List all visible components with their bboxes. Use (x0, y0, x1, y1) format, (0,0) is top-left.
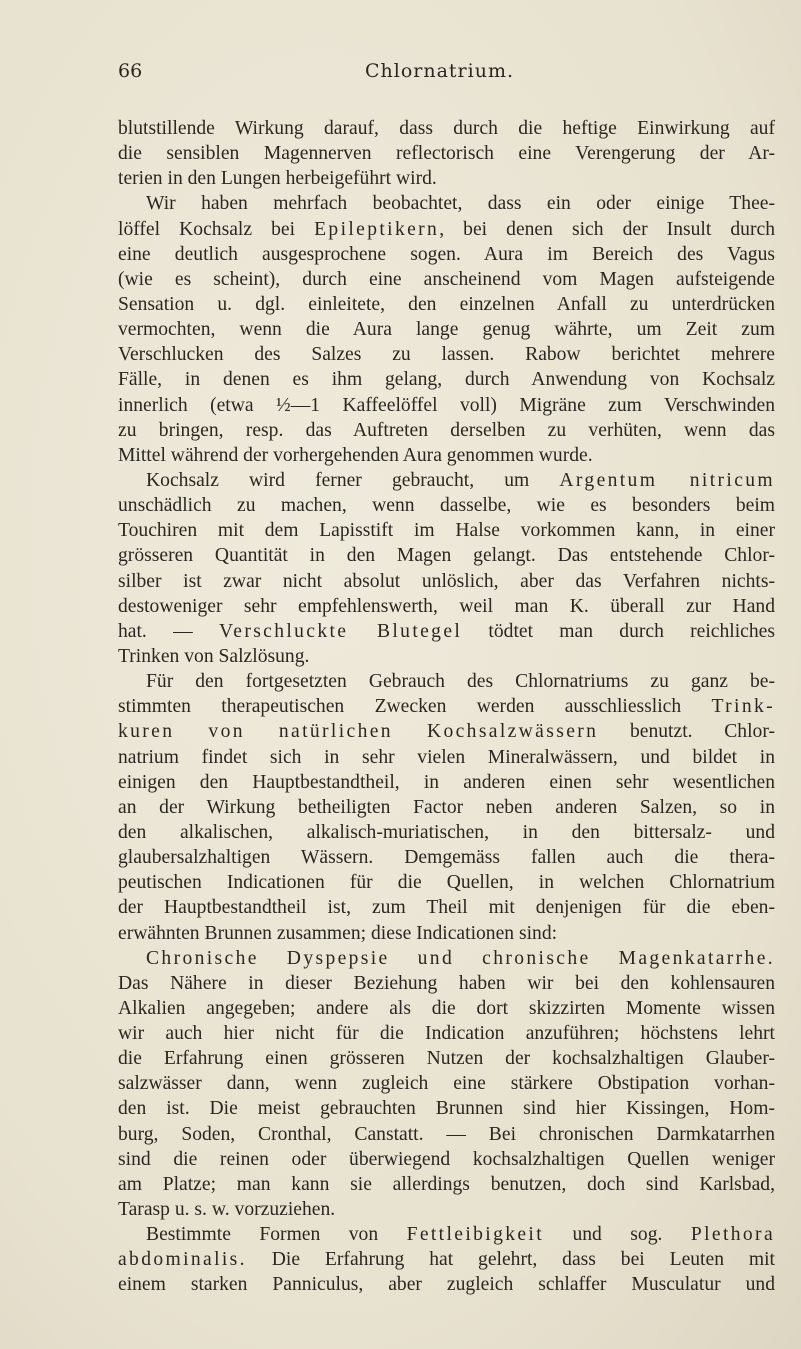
text-run: Tarasp u. s. w. vorzuziehen. (118, 1199, 336, 1221)
text-line (118, 393, 775, 418)
text-run: Alkalien angegeben; andere als die dort skizzirten Momente wissen (118, 997, 775, 1019)
text-run: wir auch hier nicht für die Indication anzuführen; höchstens lehrt (118, 1023, 775, 1045)
text-line (118, 870, 775, 895)
text-line (118, 443, 775, 468)
text-run: die sensiblen Magennerven reflectorisch eine Verengerung der Ar- (118, 143, 775, 165)
text-run: einem starken Panniculus, aber zugleich schlaffer Musculatur und (118, 1274, 775, 1296)
text-run: an der Wirkung betheiligten Factor neben anderen Salzen, so in (118, 796, 775, 818)
text-line (118, 116, 775, 141)
text-line (118, 1247, 775, 1272)
text-line (118, 619, 775, 644)
page-number: 66 (118, 60, 143, 82)
body-text (118, 116, 775, 1298)
text-run: Kochsalz wird ferner gebraucht, um (146, 469, 560, 491)
text-line (118, 166, 775, 191)
text-run: natrium findet sich in sehr vielen Mineralwässern, und bildet in (118, 746, 775, 768)
spaced-emphasis: Epileptikern (314, 218, 440, 240)
text-line (118, 518, 775, 543)
text-line (118, 996, 775, 1021)
text-run: grösseren Quantität in den Magen gelangt. Das entstehende Chlor- (118, 545, 775, 567)
text-line (118, 745, 775, 770)
text-run: silber ist zwar nicht absolut unlöslich, aber das Verfahren nichts- (118, 570, 775, 592)
text-line (118, 946, 775, 971)
spaced-emphasis: Plethora (690, 1224, 775, 1246)
text-run: hat. — (118, 620, 219, 642)
text-run: löffel Kochsalz bei (118, 218, 315, 240)
text-run: am Platze; man kann sie allerdings benutzen, doch sind Karlsbad, (118, 1173, 775, 1195)
text-line (118, 141, 775, 166)
text-line (118, 493, 775, 518)
text-line (118, 191, 775, 216)
text-run: und sog. (544, 1224, 691, 1246)
text-line (118, 669, 775, 694)
text-line (118, 795, 775, 820)
text-line (118, 468, 775, 493)
text-line (118, 292, 775, 317)
text-line (118, 543, 775, 568)
text-run: blutstillende Wirkung darauf, dass durch die heftige Einwirkung auf (118, 118, 775, 139)
text-run: innerlich (etwa ½—1 Kaffeelöffel voll) Migräne zum Verschwinden (118, 394, 775, 416)
text-run: stimmten therapeutischen Zwecken werden ausschliesslich (118, 696, 712, 718)
text-run: destoweniger sehr empfehlenswerth, weil man K. überall zur Hand (118, 595, 775, 617)
text-line (118, 694, 775, 719)
text-run: salzwässer dann, wenn zugleich eine stärkere Obstipation vorhan- (118, 1073, 775, 1095)
text-line (118, 217, 775, 242)
text-run: eine deutlich ausgesprochene sogen. Aura im Bereich des Vagus (118, 243, 775, 265)
text-line (118, 1172, 775, 1197)
text-run: Bestimmte Formen von (146, 1224, 407, 1246)
spaced-emphasis: Trink- (711, 696, 775, 718)
text-run: Sensation u. dgl. einleitete, den einzelnen Anfall zu unterdrücken (118, 293, 775, 315)
text-run: tödtet man durch reichliches (462, 620, 775, 642)
spaced-emphasis: Fettleibigkeit (406, 1224, 545, 1246)
text-line (118, 1096, 775, 1121)
text-line (118, 1197, 775, 1222)
text-line (118, 569, 775, 594)
text-line (118, 895, 775, 920)
spaced-emphasis: Argentum nitricum (559, 469, 775, 491)
text-run: der Hauptbestandtheil ist, zum Theil mit denjenigen für die eben- (118, 897, 775, 919)
text-line (118, 1222, 775, 1247)
text-run: den alkalischen, alkalisch-muriatischen, in den bittersalz- und (118, 821, 775, 843)
text-line (118, 921, 775, 946)
text-run: Für den fortgesetzten Gebrauch des Chlornatriums zu ganz be- (146, 671, 775, 693)
text-line (118, 1021, 775, 1046)
text-line (118, 1272, 775, 1297)
text-run: , bei denen sich der Insult durch (439, 218, 775, 240)
spaced-emphasis: abdominalis. (118, 1249, 247, 1271)
text-run: Das Nähere in dieser Beziehung haben wir bei den kohlensauren (118, 972, 775, 994)
running-title: Chlornatrium. (364, 60, 515, 82)
text-run: (wie es scheint), durch eine anscheinend vom Magen aufsteigende (118, 268, 775, 290)
spaced-emphasis: Verschluckte Blutegel (218, 620, 463, 642)
text-line (118, 971, 775, 996)
text-run: Trinken von Salzlösung. (118, 645, 310, 667)
text-line (118, 242, 775, 267)
text-line (118, 342, 775, 367)
text-line (118, 644, 775, 669)
text-line (118, 267, 775, 292)
text-run: glaubersalzhaltigen Wässern. Demgemäss fallen auch die thera- (118, 847, 775, 869)
text-run: Touchiren mit dem Lapisstift im Halse vorkommen kann, in einer (118, 520, 775, 542)
text-run: Die Erfahrung hat gelehrt, dass bei Leuten mit (246, 1249, 775, 1271)
text-line (118, 1071, 775, 1096)
text-line (118, 317, 775, 342)
text-run: einigen den Hauptbestandtheil, in anderen einen sehr wesentlichen (118, 771, 775, 793)
text-line (118, 845, 775, 870)
text-run: die Erfahrung einen grösseren Nutzen der kochsalzhaltigen Glauber- (118, 1048, 775, 1070)
text-line (118, 1122, 775, 1147)
text-run: zu bringen, resp. das Auftreten derselben zu verhüten, wenn das (118, 419, 775, 441)
text-run: vermochten, wenn die Aura lange genug währte, um Zeit zum (118, 319, 775, 341)
text-run: benutzt. Chlor- (598, 721, 775, 743)
text-run: den ist. Die meist gebrauchten Brunnen sind hier Kissingen, Hom- (118, 1098, 775, 1120)
text-run: sind die reinen oder überwiegend kochsalzhaltigen Quellen weniger (118, 1148, 775, 1170)
text-line (118, 594, 775, 619)
text-run: Verschlucken des Salzes zu lassen. Rabow berichtet mehrere (118, 344, 775, 366)
text-line (118, 418, 775, 443)
text-run: unschädlich zu machen, wenn dasselbe, wie es besonders beim (118, 495, 775, 517)
text-run: burg, Soden, Cronthal, Canstatt. — Bei chronischen Darmkatarrhen (118, 1123, 775, 1145)
text-run: Mittel während der vorhergehenden Aura genommen wurde. (118, 444, 593, 466)
text-run: Wir haben mehrfach beobachtet, dass ein oder einige Thee- (146, 193, 775, 215)
text-line (118, 1147, 775, 1172)
text-line (118, 1046, 775, 1071)
text-run: peutischen Indicationen für die Quellen, in welchen Chlornatrium (118, 872, 775, 894)
spaced-emphasis: Chronische Dyspepsie und chronische Magenkatarrhe. (146, 947, 775, 969)
text-line (118, 367, 775, 392)
page-header (118, 60, 761, 90)
text-run: terien in den Lungen herbeigeführt wird. (118, 168, 437, 190)
text-run: erwähnten Brunnen zusammen; diese Indicationen sind: (118, 922, 558, 944)
text-line (118, 719, 775, 744)
text-run: Fälle, in denen es ihm gelang, durch Anwendung von Kochsalz (118, 369, 775, 391)
text-line (118, 770, 775, 795)
text-line (118, 820, 775, 845)
spaced-emphasis: kuren von natürlichen Kochsalzwässern (118, 721, 599, 743)
